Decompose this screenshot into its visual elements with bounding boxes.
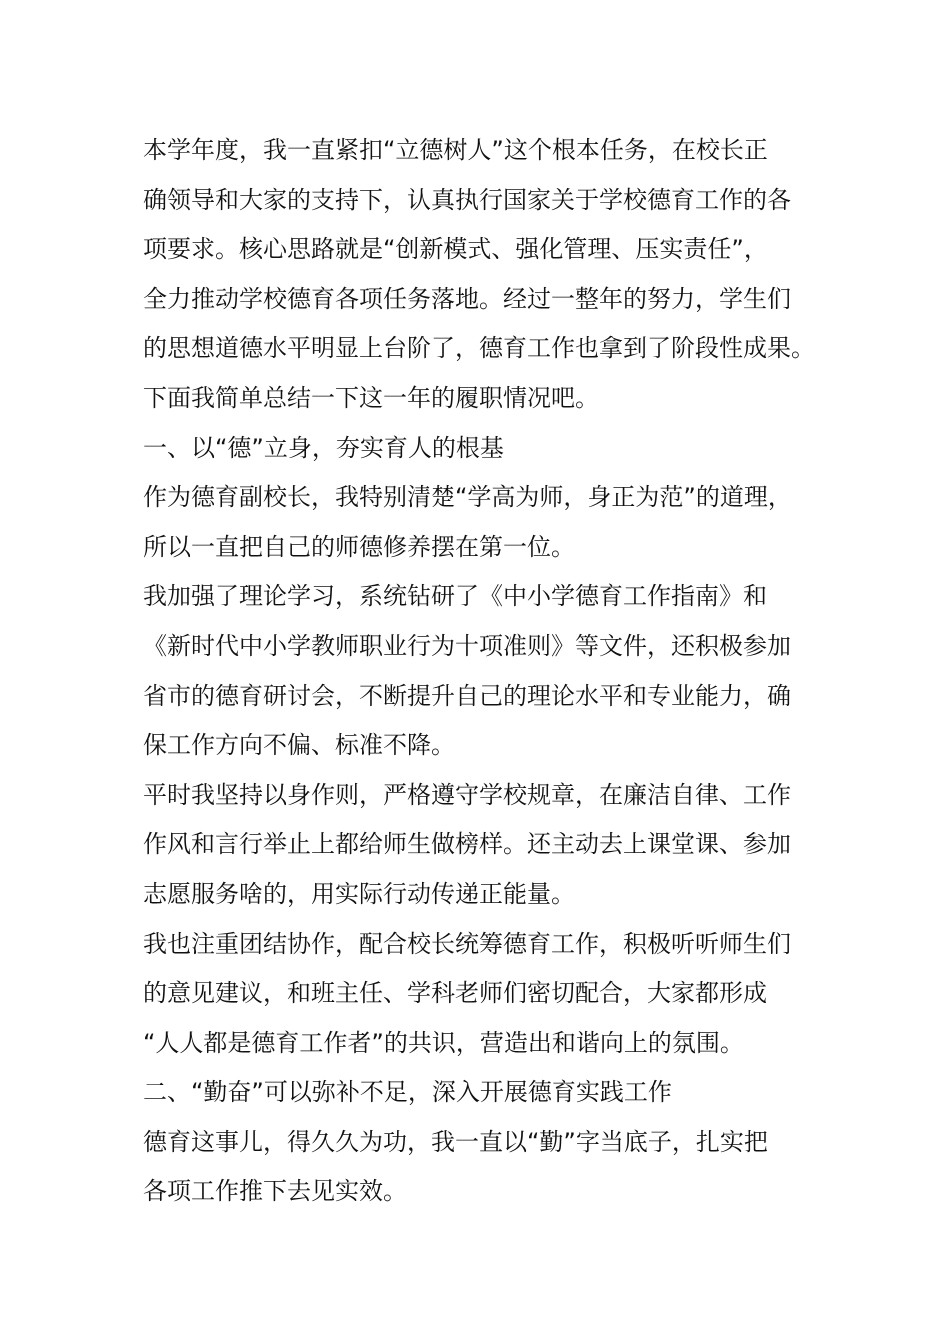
text-line: 各项工作推下去见实效。 xyxy=(143,1177,407,1206)
text-line: 平时我坚持以身作则，严格遵守学校规章，在廉洁自律、工作 xyxy=(143,780,791,809)
text-line: 作风和言行举止上都给师生做榜样。还主动去上课堂课、参加 xyxy=(143,830,791,859)
text-line: 确领导和大家的支持下，认真执行国家关于学校德育工作的各 xyxy=(143,185,791,214)
text-line: 所以一直把自己的师德修养摆在第一位。 xyxy=(143,532,575,561)
text-line: 作为德育副校长，我特别清楚“学高为师，身正为范”的道理， xyxy=(143,483,792,512)
text-line: 《新时代中小学教师职业行为十项准则》等文件，还积极参加 xyxy=(143,631,791,660)
text-line: 省市的德育研讨会，不断提升自己的理论水平和专业能力，确 xyxy=(143,681,791,710)
section-heading-1: 一、以“德”立身，夯实育人的根基 xyxy=(143,433,504,462)
text-line: 我加强了理论学习，系统钻研了《中小学德育工作指南》和 xyxy=(143,582,767,611)
text-line: “人人都是德育工作者”的共识，营造出和谐向上的氛围。 xyxy=(143,1028,744,1057)
text-line: 保工作方向不偏、标准不降。 xyxy=(143,731,455,760)
text-line: 我也注重团结协作，配合校长统筹德育工作，积极听听师生们 xyxy=(143,929,791,958)
text-line: 项要求。核心思路就是“创新模式、强化管理、压实责任”， xyxy=(143,235,768,264)
text-line: 本学年度，我一直紧扣“立德树人”这个根本任务，在校长正 xyxy=(143,136,768,164)
text-line: 德育这事儿，得久久为功，我一直以“勤”字当底子，扎实把 xyxy=(143,1127,768,1156)
text-line: 的思想道德水平明显上台阶了，德育工作也拿到了阶段性成果。 xyxy=(143,334,815,363)
text-line: 全力推动学校德育各项任务落地。经过一整年的努力，学生们 xyxy=(143,284,791,313)
text-line: 的意见建议，和班主任、学科老师们密切配合，大家都形成 xyxy=(143,979,767,1008)
section-heading-2: 二、“勤奋”可以弥补不足，深入开展德育实践工作 xyxy=(143,1078,672,1107)
document-body xyxy=(143,126,833,1217)
text-line: 志愿服务啥的，用实际行动传递正能量。 xyxy=(143,879,575,908)
text-line: 下面我简单总结一下这一年的履职情况吧。 xyxy=(143,383,599,412)
